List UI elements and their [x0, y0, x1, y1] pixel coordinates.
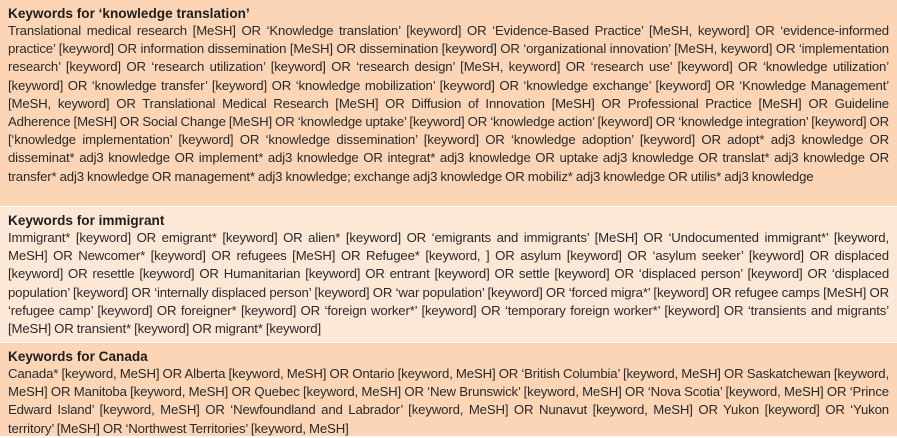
- section-body: Canada* [keyword, MeSH] OR Alberta [keyword, MeSH] OR Ontario [keyword, MeSH] OR ‘British Columbia’ [keyword, MeSH] OR Saskatchewan [keyword, MeSH] OR Manitoba [keyword, MeSH] OR Quebec [keyword, MeSH] OR ‘New Brunswick’ [keyword, MeSH] OR ‘Nova Scotia’ [keyword, MeSH] OR ‘Prince Edward Island’ [keyword, MeSH] OR ‘Newfoundland and Labrador’ [keyword, MeSH] OR Nunavut [keyword, MeSH] OR Yukon [keyword] OR ‘Yukon territory’ [MeSH] OR ‘Northwest Territories’ [keyword, MeSH]: [8, 366, 889, 436]
- section-body: Translational medical research [MeSH] OR ‘Knowledge translation’ [keyword] OR ‘Evidence-Based Practice’ [MeSH, keyword] OR ‘evidence-informed practice’ [keyword] OR information dissemination [MeSH] OR dissemination [keyword] OR ‘organizational innovation’ [MeSH, keyword] OR ‘implementation research’ [keyword] OR ‘research utilization’ [keyword] OR ‘research design’ [MeSH, keyword] OR ‘research use’ [keyword] OR ‘knowledge utilization’ [keyword] OR ‘knowledge transfer’ [keyword] OR ‘knowledge mobilization’ [keyword] OR ‘knowledge exchange’ [keyword] OR ‘Knowledge Management’ [MeSH, keyword] OR Translational Medical Research [MeSH] OR Diffusion of Innovation [MeSH] OR Professional Practice [MeSH] OR Guideline Adherence [MeSH] OR Social Change [MeSH] OR ‘knowledge uptake’ [keyword] OR ‘knowledge action’ [keyword] OR ‘knowledge integration’ [keyword] OR [‘knowledge implementation’ [keyword] OR ‘knowledge dissemination’ [keyword] OR ‘knowledge adoption’ [keyword] OR adopt* adj3 knowledge OR disseminat* adj3 knowledge OR implement* adj3 knowledge OR integrat* adj3 knowledge OR uptake adj3 knowledge OR translat* adj3 knowledge OR transfer* adj3 knowledge OR management* adj3 knowledge; exchange adj3 knowledge OR mobiliz* adj3 knowledge OR utilis* adj3 knowledge: [8, 23, 889, 184]
- section-immigrant: [0, 206, 897, 342]
- section-canada: [0, 342, 897, 436]
- section-knowledge-translation: [0, 0, 897, 206]
- section-heading: Keywords for immigrant: [8, 213, 165, 228]
- section-heading: Keywords for ‘knowledge translation’: [8, 6, 250, 21]
- section-body: Immigrant* [keyword] OR emigrant* [keyword] OR alien* [keyword] OR ‘emigrants and immigrants’ [MeSH] OR ‘Undocumented immigrant*’ [keyword, MeSH] OR Newcomer* [keyword] OR refugees [MeSH] OR Refugee* [keyword, ] OR asylum [keyword] OR ‘asylum seeker’ [keyword] OR displaced [keyword] OR resettle [keyword] OR Humanitarian [keyword] OR entrant [keyword] OR settle [keyword] OR ‘displaced person’ [keyword] OR ‘displaced population’ [keyword] OR ‘internally displaced person’ [keyword] OR ‘war population’ [keyword] OR ‘forced migra*’ [keyword] OR refugee camps [MeSH] OR ‘refugee camp’ [keyword] OR foreigner* [keyword] OR ‘foreign worker*’ [keyword] OR ‘temporary foreign worker*’ [keyword] OR ‘transients and migrants’ [MeSH] OR transient* [keyword] OR migrant* [keyword]: [8, 230, 889, 337]
- section-heading: Keywords for Canada: [8, 349, 148, 364]
